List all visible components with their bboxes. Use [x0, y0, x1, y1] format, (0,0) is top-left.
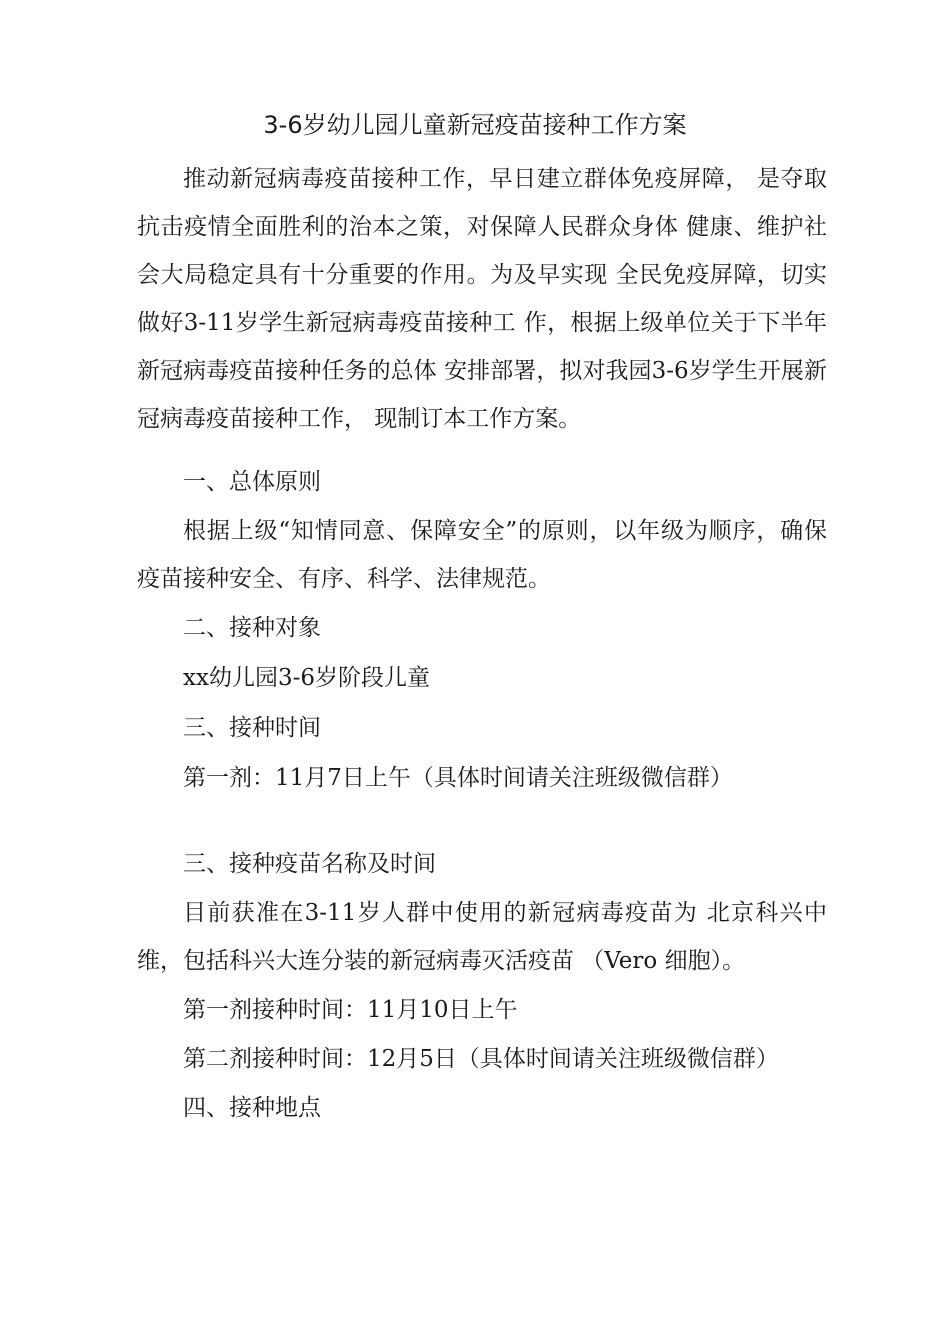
document-body — [137, 155, 827, 1133]
intro-paragraph: 推动新冠病毒疫苗接种工作，早日建立群体免疫屏障， 是夺取抗击疫情全面胜利的治本之策，对保障人民群众身体 健康、维护社会大局稳定具有十分重要的作用。为及早实现 全民免疫屏障，切实做好3-11岁学生新冠病毒疫苗接种工 作，根据上级单位关于下半年新冠病毒疫苗接种任务的总体 安排部署，拟对我园3-6岁学生开展新冠病毒疫苗接种工作， 现制订本工作方案。 — [137, 166, 827, 432]
dose1-paragraph: 第一剂接种时间：11月10日上午 — [183, 997, 518, 1023]
dose2-paragraph: 第二剂接种时间：12月5日（具体时间请关注班级微信群） — [183, 1046, 779, 1072]
vaccine-paragraph: 目前获准在3-11岁人群中使用的新冠病毒疫苗为 北京科兴中维，包括科兴大连分装的新冠病毒灭活疫苗 （Vero 细胞）。 — [137, 900, 827, 974]
section-heading-time: 三、接种时间 — [183, 715, 321, 741]
time-paragraph: 第一剂：11月7日上午（具体时间请关注班级微信群） — [183, 765, 733, 791]
document-title: 3-6岁幼儿园儿童新冠疫苗接种工作方案 — [263, 111, 687, 139]
section-heading-vaccine: 三、接种疫苗名称及时间 — [183, 851, 436, 877]
section-heading-location: 四、接种地点 — [183, 1095, 321, 1121]
principles-paragraph: 根据上级“知情同意、保障安全”的原则，以年级为顺序，确保疫苗接种安全、有序、科学、法律规范。 — [137, 518, 827, 592]
section-heading-principles: 一、总体原则 — [183, 469, 321, 495]
targets-paragraph: xx幼儿园3-6岁阶段儿童 — [183, 665, 430, 691]
section-heading-targets: 二、接种对象 — [183, 615, 321, 641]
